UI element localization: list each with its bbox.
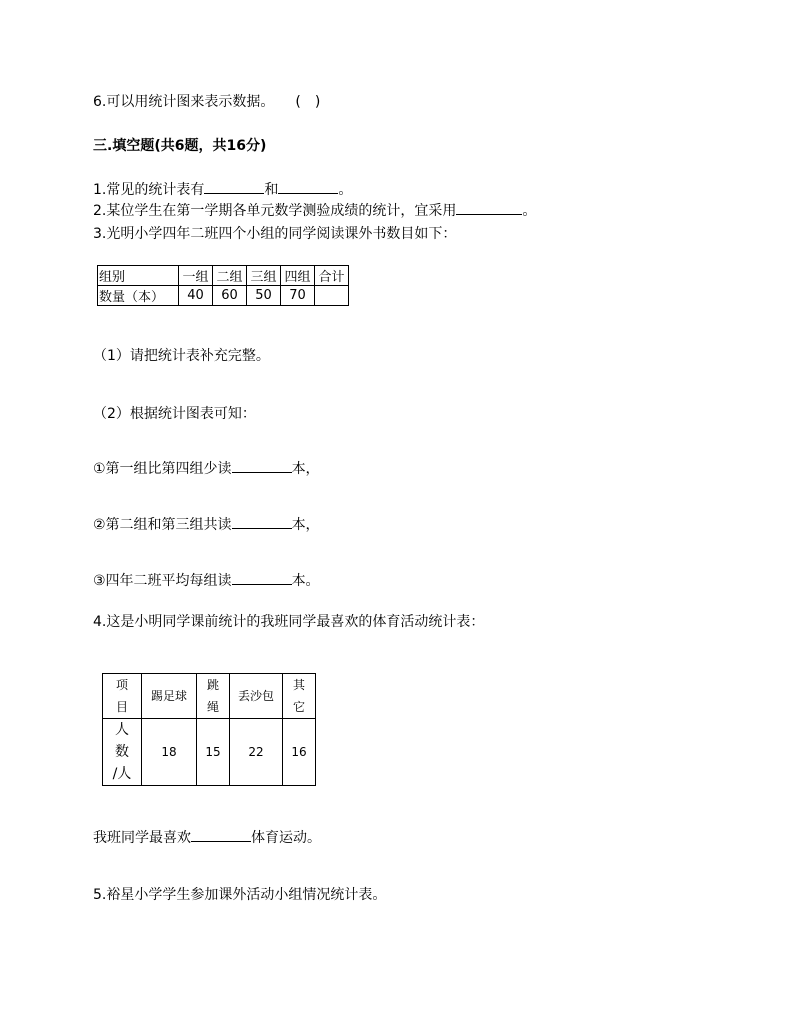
table-cell: 50 (247, 286, 281, 306)
section-title: 三.填空题(共6题，共16分) (93, 138, 267, 154)
fill-question-1 (93, 181, 352, 199)
item-1-post: 本， (291, 461, 320, 477)
table-header-char: 目 (115, 700, 128, 714)
answer-blank (232, 516, 292, 529)
fill-2-pre: 2.某位学生在第一学期各单元数学测验成绩的统计，宜采用 (93, 203, 457, 219)
sub-question-1: （1）请把统计表补充完整。 (93, 348, 270, 364)
table-header: 合计 (315, 266, 349, 286)
table-cell-char: 数 (115, 744, 129, 760)
answer-blank (278, 181, 338, 194)
question-6: 6.可以用统计图来表示数据。 ( ) (93, 94, 321, 110)
table-header-char: 绳 (206, 700, 219, 714)
sports-table (102, 673, 316, 786)
table-header-char: 它 (292, 700, 305, 714)
table-header (103, 674, 142, 719)
table-cell: 40 (179, 286, 213, 306)
table-header: 四组 (281, 266, 315, 286)
answer-blank (232, 460, 292, 473)
sub-question-2: （2）根据统计图表可知： (93, 406, 256, 422)
table-cell: 22 (230, 719, 283, 786)
item-1-pre: ①第一组比第四组少读 (93, 461, 232, 477)
fill-2-post: 。 (522, 203, 537, 219)
fill-question-4: 4.这是小明同学课前统计的我班同学最喜欢的体育活动统计表： (93, 614, 485, 630)
table-header (197, 674, 230, 719)
table-row (103, 719, 316, 786)
fill-question-2 (93, 202, 536, 220)
item-2-pre: ②第二组和第三组共读 (93, 517, 232, 533)
table-header-char: 跳 (206, 678, 219, 692)
table-cell: 15 (197, 719, 230, 786)
answer-4-pre: 我班同学最喜欢 (93, 830, 191, 846)
item-1 (93, 460, 320, 478)
table-header: 二组 (213, 266, 247, 286)
table-row (98, 266, 349, 286)
table-row (98, 286, 349, 306)
table-header: 丢沙包 (230, 674, 283, 719)
fill-question-3: 3.光明小学四年二班四个小组的同学阅读课外书数目如下： (93, 226, 457, 242)
table-cell-char: /人 (112, 766, 132, 782)
table-cell: 60 (213, 286, 247, 306)
item-3-post: 本。 (291, 573, 320, 589)
table-header: 踢足球 (142, 674, 197, 719)
table-header-char: 项 (115, 678, 128, 692)
table-cell (103, 719, 142, 786)
table-row (103, 674, 316, 719)
table-cell-total (315, 286, 349, 306)
answer-4 (93, 829, 321, 847)
table-header: 一组 (179, 266, 213, 286)
table-header: 三组 (247, 266, 281, 286)
table-header: 组别 (98, 266, 179, 286)
fill-question-5: 5.裕星小学学生参加课外活动小组情况统计表。 (93, 887, 387, 903)
table-header (283, 674, 316, 719)
answer-blank (232, 572, 292, 585)
item-2 (93, 516, 320, 534)
table-header-char: 其 (292, 678, 305, 692)
item-3 (93, 572, 320, 590)
item-2-post: 本， (291, 517, 320, 533)
table-cell: 16 (283, 719, 316, 786)
reading-table (97, 265, 349, 306)
answer-4-post: 体育运动。 (251, 830, 321, 846)
item-3-pre: ③四年二班平均每组读 (93, 573, 232, 589)
fill-1-post: 。 (338, 182, 353, 198)
table-cell: 18 (142, 719, 197, 786)
fill-1-pre: 1.常见的统计表有 (93, 182, 205, 198)
table-cell-char: 人 (115, 722, 129, 738)
answer-blank (204, 181, 264, 194)
answer-blank (191, 829, 251, 842)
table-cell: 70 (281, 286, 315, 306)
table-cell: 数量（本） (98, 286, 179, 306)
fill-1-mid: 和 (264, 182, 279, 198)
answer-blank (456, 202, 522, 215)
